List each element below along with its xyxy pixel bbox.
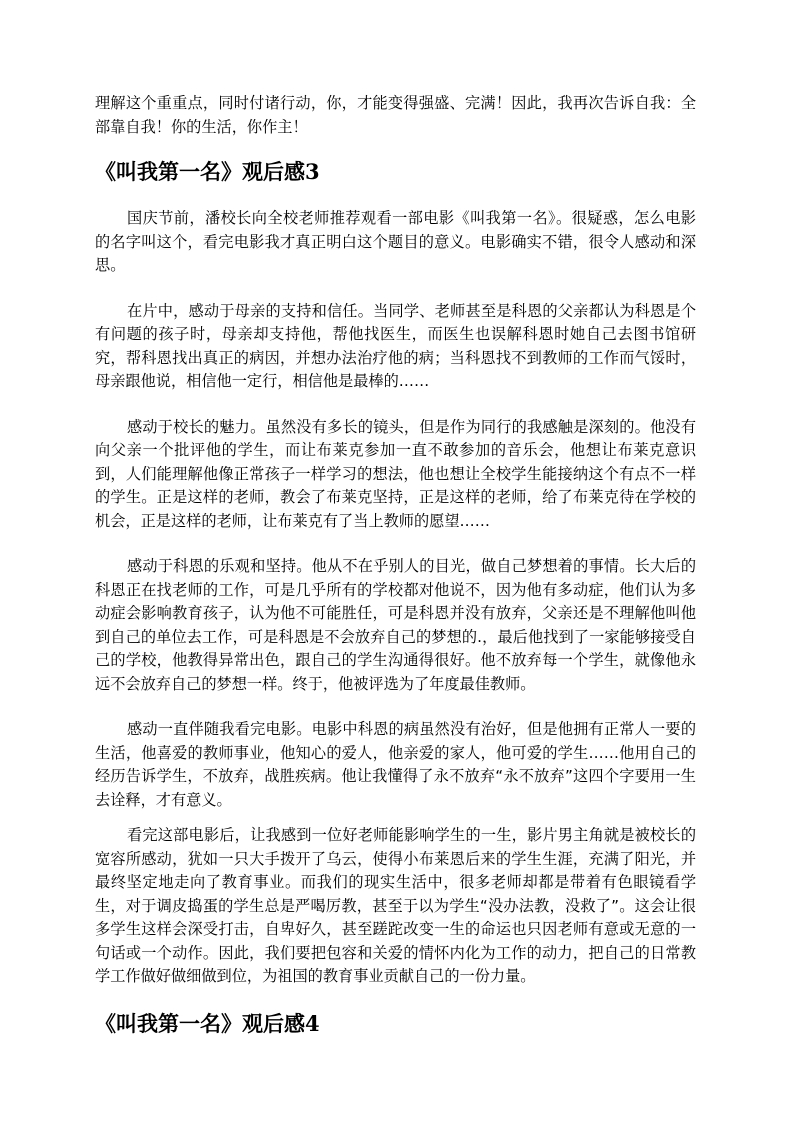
section-3-title: 《叫我第一名》观后感3	[95, 159, 320, 184]
section-3-paragraph-4: 感动于科恩的乐观和坚持。他从不在乎别人的目光，做自己梦想着的事情。长大后的科恩正在找老师的工作，可是几乎所有的学校都对他说不，因为他有多动症，他们认为多动症会影响教育孩子，认为他不可能胜任，可是科恩并没有放弃，父亲还是不理解他叫他到自己的单位去工作，可是科恩是不会放弃自己的梦想的.，最后他找到了一家能够接受自己的学校，他教得异常出色，跟自己的学生沟通得很好。他不放弃每一个学生，就像他永远不会放弃自己的梦想一样。终于，他被评选为了年度最佳教师。	[95, 557, 696, 693]
section-4-title: 《叫我第一名》观后感4	[95, 1010, 320, 1036]
section-3-paragraph-5: 感动一直伴随我看完电影。电影中科恩的病虽然没有治好，但是他拥有正常人一要的生活，他喜爱的教师事业，他知心的爱人，他亲爱的家人，他可爱的学生……他用自己的经历告诉学生，不放弃，战胜疾病。他让我懂得了永不放弃“永不放弃”这四个字要用一生去诠释，才有意义。	[95, 720, 696, 809]
lead-paragraph: 理解这个重重点，同时付诸行动，你，才能变得强盛、完满！因此，我再次告诉自我：全部靠自我！你的生活，你作主！	[95, 94, 696, 136]
section-3-paragraph-1: 国庆节前，潘校长向全校老师推荐观看一部电影《叫我第一名》。很疑惑，怎么电影的名字叫这个，看完电影我才真正明白这个题目的意义。电影确实不错，很令人感动和深思。	[95, 209, 696, 274]
section-3-paragraph-2: 在片中，感动于母亲的支持和信任。当同学、老师甚至是科恩的父亲都认为科恩是个有问题的孩子时，母亲却支持他，帮他找医生，而医生也误解科恩时她自己去图书馆研究，帮科恩找出真正的病因，并想办法治疗他的病；当科恩找不到教师的工作而气馁时，母亲跟他说，相信他一定行，相信他是最棒的……	[95, 301, 696, 390]
document-page	[95, 92, 696, 1039]
section-3-paragraph-6: 看完这部电影后，让我感到一位好老师能影响学生的一生，影片男主角就是被校长的宽容所感动，犹如一只大手拨开了乌云，使得小布莱恩后来的学生生涯，充满了阳光，并最终坚定地走向了教育事业。而我们的现实生活中，很多老师却都是带着有色眼镜看学生，对于调皮捣蛋的学生总是严喝厉教，甚至于以为学生“没办法教，没救了”。这会让很多学生这样会深受打击，自卑好久，甚至蹉跎改变一生的命运也只因老师有意或无意的一句话或一个动作。因此，我们要把包容和关爱的情怀内化为工作的动力，把自己的日常教学工作做好做细做到位，为祖国的教育事业贡献自己的一份力量。	[95, 826, 696, 985]
section-3-paragraph-3: 感动于校长的魅力。虽然没有多长的镜头，但是作为同行的我感触是深刻的。他没有向父亲一个批评他的学生，而让布莱克参加一直不敢参加的音乐会，他想让布莱克意识到，人们能理解他像正常孩子一样学习的想法，他也想让全校学生能接纳这个有点不一样的学生。正是这样的老师，教会了布莱克坚持，正是这样的老师，给了布莱克待在学校的机会，正是这样的老师，让布莱克有了当上教师的愿望……	[95, 417, 696, 530]
